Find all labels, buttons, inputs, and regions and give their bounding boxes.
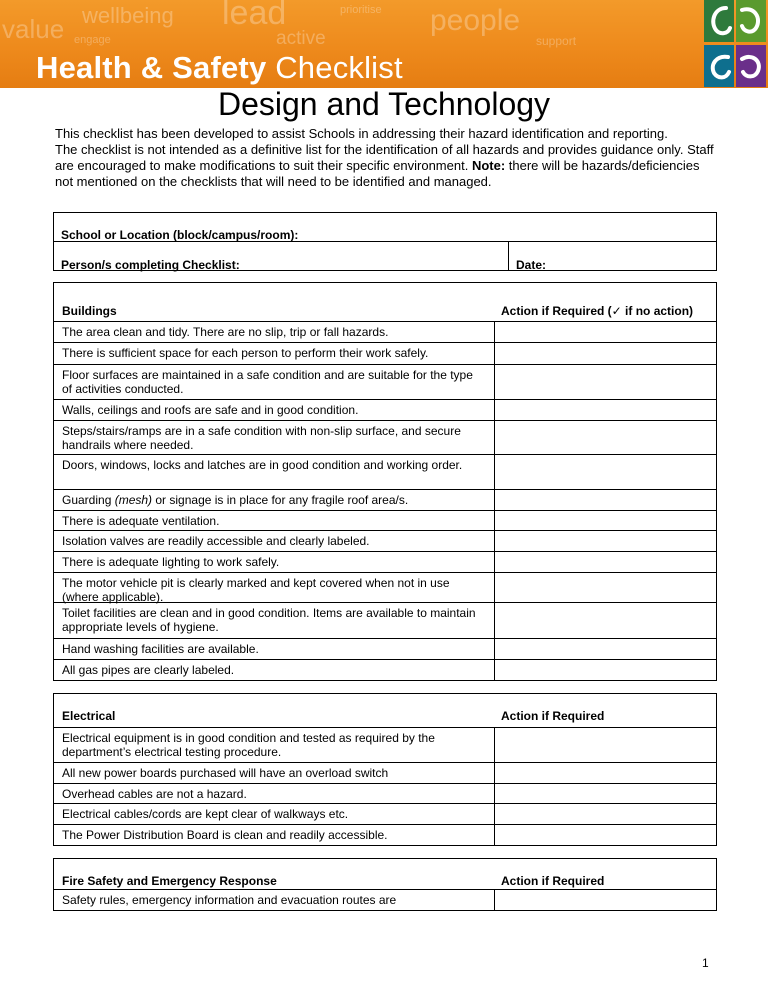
banner-title	[36, 50, 403, 86]
table-row	[53, 804, 717, 825]
intro-paragraph-1: This checklist has been developed to assist Schools in addressing their hazard identification and reporting.	[55, 126, 668, 141]
table-row	[53, 552, 717, 573]
checklist-item: Steps/stairs/ramps are in a safe condition with non-slip surface, and secure handrails where needed.	[62, 424, 461, 452]
divider	[508, 242, 509, 271]
table-row	[53, 322, 717, 343]
checklist-item: All new power boards purchased will have an overload switch	[62, 766, 389, 780]
electrical-action-heading: Action if Required	[501, 709, 605, 723]
page-title: Design and Technology	[217, 86, 551, 122]
electrical-header-row	[53, 693, 717, 728]
banner-word: support	[536, 34, 577, 48]
banner-title-rest: Checklist	[266, 50, 403, 85]
intro-text-part: The checklist is not intended as a definitive list for the identification of all hazards and provides guidance only. Staff are encouraged to make modifications to suit their specific environment.	[55, 142, 714, 173]
logo-tile-icon	[736, 0, 766, 42]
action-cell[interactable]	[494, 660, 718, 680]
checklist-item: Doors, windows, locks and latches are in good condition and working order.	[62, 458, 463, 472]
banner-word: lead	[222, 0, 287, 32]
table-row	[53, 421, 717, 455]
checklist-item: Walls, ceilings and roofs are safe and in good condition.	[62, 403, 359, 417]
checklist-item: Hand washing facilities are available.	[62, 642, 259, 656]
table-row	[53, 511, 717, 531]
banner-title-bold: Health & Safety	[36, 50, 267, 85]
table-row	[53, 365, 717, 400]
checklist-item: Floor surfaces are maintained in a safe condition and are suitable for the type of activities conducted.	[62, 368, 473, 396]
buildings-header-row	[53, 282, 717, 322]
action-cell[interactable]	[494, 322, 718, 342]
action-cell[interactable]	[494, 400, 718, 420]
action-cell[interactable]	[494, 343, 718, 364]
page-number: 1	[702, 956, 709, 970]
action-cell[interactable]	[494, 531, 718, 551]
electrical-heading: Electrical	[62, 709, 116, 723]
table-row	[53, 455, 717, 490]
checklist-item: There is adequate ventilation.	[62, 514, 220, 528]
intro-note-label: Note:	[471, 158, 506, 173]
action-cell[interactable]	[494, 365, 718, 399]
checklist-item: There is sufficient space for each person to perform their work safely.	[62, 346, 429, 360]
table-row	[53, 784, 717, 804]
table-row	[53, 343, 717, 365]
action-cell[interactable]	[494, 784, 718, 803]
checklist-item: Safety rules, emergency information and evacuation routes are	[62, 893, 397, 907]
location-label: School or Location (block/campus/room):	[61, 228, 299, 242]
date-label: Date:	[516, 258, 547, 272]
intro-text	[55, 126, 715, 190]
location-table	[53, 212, 717, 271]
table-row	[53, 890, 717, 911]
action-cell[interactable]	[494, 890, 718, 910]
table-row	[53, 573, 717, 603]
banner-word: people	[430, 4, 521, 37]
checklist-item: Electrical equipment is in good condition and tested as required by the department’s electrical testing procedure.	[62, 731, 435, 759]
action-cell[interactable]	[494, 603, 718, 638]
person-label: Person/s completing Checklist:	[61, 258, 240, 272]
checklist-item: The area clean and tidy. There are no slip, trip or fall hazards.	[62, 325, 389, 339]
checklist-item: Overhead cables are not a hazard.	[62, 787, 247, 801]
action-cell[interactable]	[494, 573, 718, 602]
action-cell[interactable]	[494, 421, 718, 454]
logo-tile-icon	[704, 45, 734, 87]
action-cell[interactable]	[494, 728, 718, 762]
checklist-item: The motor vehicle pit is clearly marked and kept covered when not in use (where applicable).	[62, 576, 450, 604]
table-row	[53, 825, 717, 846]
table-row	[53, 603, 717, 639]
table-row	[53, 728, 717, 763]
action-cell[interactable]	[494, 825, 718, 845]
intro-text-part: there will be hazards/deficiencies not mentioned on the checklists that will need to be identified and managed.	[55, 158, 700, 189]
fire-header-row	[53, 858, 717, 890]
action-cell[interactable]	[494, 552, 718, 572]
action-cell[interactable]	[494, 511, 718, 530]
logo-tiles	[700, 0, 768, 88]
checklist-item: All gas pipes are clearly labeled.	[62, 663, 235, 677]
action-cell[interactable]	[494, 763, 718, 783]
table-row	[53, 531, 717, 552]
action-cell[interactable]	[494, 490, 718, 510]
table-row	[53, 763, 717, 784]
table-row	[53, 639, 717, 660]
buildings-action-heading: Action if Required (✓ if no action)	[501, 304, 694, 318]
checklist-item: Guarding (mesh) or signage is in place for any fragile roof area/s.	[62, 493, 409, 507]
checklist-item: Toilet facilities are clean and in good condition. Items are available to maintain appropriate levels of hygiene.	[62, 606, 476, 634]
banner-word: prioritise	[340, 4, 382, 16]
checklist-item: Isolation valves are readily accessible and clearly labeled.	[62, 534, 370, 548]
action-cell[interactable]	[494, 639, 718, 659]
action-cell[interactable]	[494, 804, 718, 824]
table-row	[53, 400, 717, 421]
banner-word: value	[2, 14, 65, 44]
logo-tile-icon	[736, 45, 766, 87]
fire-heading: Fire Safety and Emergency Response	[62, 874, 277, 888]
banner-word: active	[276, 28, 326, 49]
checklist-item: There is adequate lighting to work safely.	[62, 555, 280, 569]
fire-action-heading: Action if Required	[501, 874, 605, 888]
buildings-heading: Buildings	[62, 304, 117, 318]
table-row	[53, 660, 717, 681]
logo-tile-icon	[704, 0, 734, 42]
action-cell[interactable]	[494, 455, 718, 489]
checklist-item: The Power Distribution Board is clean and readily accessible.	[62, 828, 388, 842]
banner-word: wellbeing	[82, 3, 174, 28]
checklist-item: Electrical cables/cords are kept clear of walkways etc.	[62, 807, 349, 821]
table-row	[53, 490, 717, 511]
intro-paragraph-2	[55, 142, 715, 190]
header-banner	[0, 0, 768, 88]
banner-word: engage	[74, 34, 111, 46]
